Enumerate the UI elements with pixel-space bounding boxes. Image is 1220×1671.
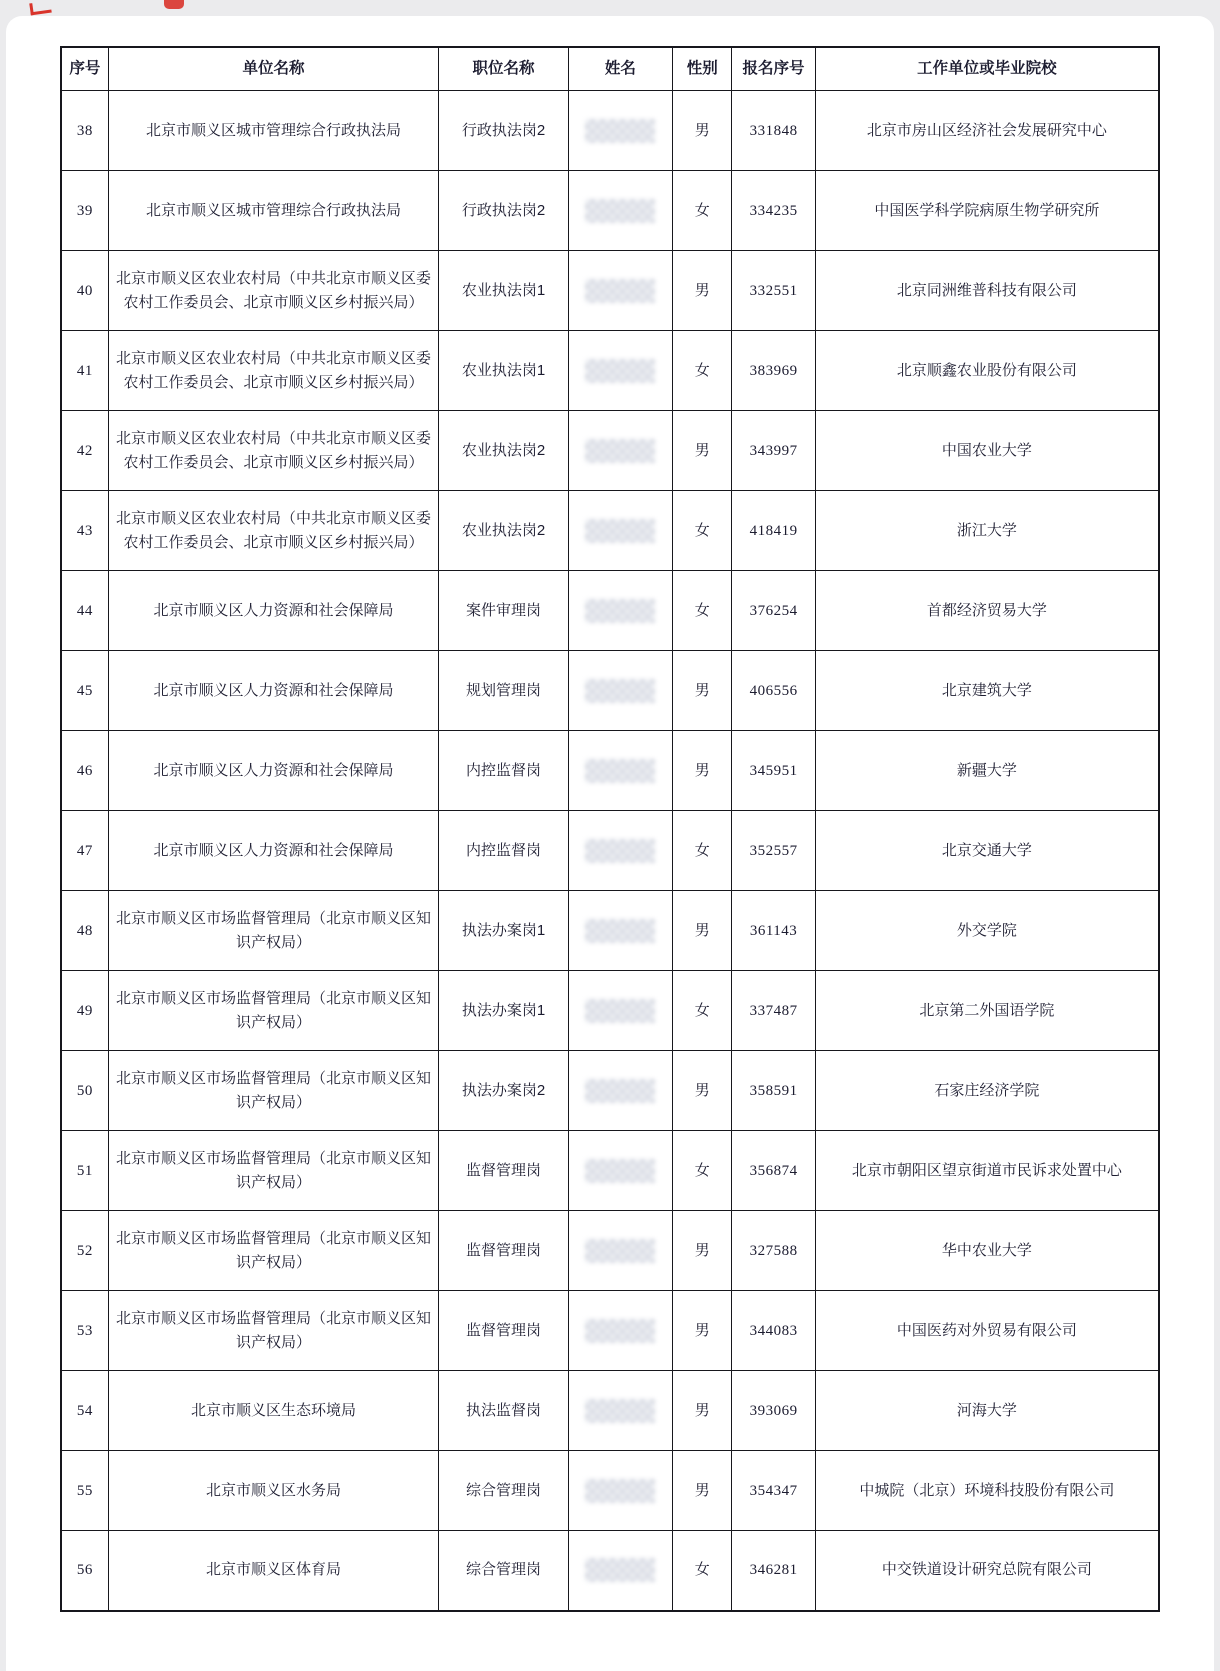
redacted-name [585, 679, 655, 703]
table-row [61, 1211, 1159, 1291]
cell-gender: 女 [673, 331, 732, 411]
cell-no: 42 [61, 411, 108, 491]
cell-name [568, 1131, 672, 1211]
redacted-name [585, 1079, 655, 1103]
redacted-name [585, 439, 655, 463]
table-row [61, 1051, 1159, 1131]
cell-unit: 北京市顺义区市场监督管理局（北京市顺义区知识产权局） [108, 891, 439, 971]
table-row [61, 491, 1159, 571]
cell-no: 39 [61, 171, 108, 251]
cell-name [568, 491, 672, 571]
table-row [61, 411, 1159, 491]
table-row [61, 971, 1159, 1051]
cell-gender: 男 [673, 91, 732, 171]
red-mark-icon [164, 0, 184, 9]
redacted-name [585, 1479, 655, 1503]
cell-org: 北京建筑大学 [815, 651, 1159, 731]
cell-org: 北京同洲维普科技有限公司 [815, 251, 1159, 331]
cell-no: 50 [61, 1051, 108, 1131]
cell-regno: 345951 [732, 731, 815, 811]
cell-name [568, 331, 672, 411]
cell-no: 43 [61, 491, 108, 571]
cell-position: 监督管理岗 [439, 1131, 569, 1211]
cell-name [568, 1451, 672, 1531]
cell-gender: 男 [673, 891, 732, 971]
cell-org: 北京市朝阳区望京街道市民诉求处置中心 [815, 1131, 1159, 1211]
cell-unit: 北京市顺义区市场监督管理局（北京市顺义区知识产权局） [108, 1131, 439, 1211]
redacted-name [585, 1159, 655, 1183]
cell-regno: 331848 [732, 91, 815, 171]
redacted-name [585, 1558, 655, 1582]
cell-no: 48 [61, 891, 108, 971]
cell-regno: 376254 [732, 571, 815, 651]
column-header: 性别 [673, 47, 732, 91]
cell-unit: 北京市顺义区市场监督管理局（北京市顺义区知识产权局） [108, 1211, 439, 1291]
cell-unit: 北京市顺义区市场监督管理局（北京市顺义区知识产权局） [108, 971, 439, 1051]
cell-position: 行政执法岗2 [439, 171, 569, 251]
cell-gender: 女 [673, 171, 732, 251]
cell-gender: 男 [673, 411, 732, 491]
redacted-name [585, 519, 655, 543]
table-row [61, 731, 1159, 811]
cell-org: 河海大学 [815, 1371, 1159, 1451]
cell-unit: 北京市顺义区人力资源和社会保障局 [108, 811, 439, 891]
redacted-name [585, 999, 655, 1023]
cell-unit: 北京市顺义区城市管理综合行政执法局 [108, 171, 439, 251]
cell-regno: 393069 [732, 1371, 815, 1451]
cell-regno: 346281 [732, 1531, 815, 1611]
cell-regno: 354347 [732, 1451, 815, 1531]
cell-unit: 北京市顺义区农业农村局（中共北京市顺义区委农村工作委员会、北京市顺义区乡村振兴局） [108, 411, 439, 491]
redacted-name [585, 279, 655, 303]
table-header-row [61, 47, 1159, 91]
cell-name [568, 91, 672, 171]
cell-name [568, 1211, 672, 1291]
cell-org: 中国医学科学院病原生物学研究所 [815, 171, 1159, 251]
cell-name [568, 1531, 672, 1611]
cell-gender: 女 [673, 971, 732, 1051]
column-header: 报名序号 [732, 47, 815, 91]
cell-unit: 北京市顺义区市场监督管理局（北京市顺义区知识产权局） [108, 1051, 439, 1131]
redacted-name [585, 199, 655, 223]
column-header: 序号 [61, 47, 108, 91]
cell-name [568, 171, 672, 251]
cell-unit: 北京市顺义区体育局 [108, 1531, 439, 1611]
cell-regno: 383969 [732, 331, 815, 411]
cell-name [568, 651, 672, 731]
cell-position: 规划管理岗 [439, 651, 569, 731]
cell-name [568, 571, 672, 651]
table-row [61, 571, 1159, 651]
cell-no: 45 [61, 651, 108, 731]
cell-position: 农业执法岗2 [439, 491, 569, 571]
cell-position: 农业执法岗1 [439, 251, 569, 331]
cell-no: 49 [61, 971, 108, 1051]
cell-org: 中交铁道设计研究总院有限公司 [815, 1531, 1159, 1611]
redacted-name [585, 839, 655, 863]
cell-gender: 男 [673, 1371, 732, 1451]
cell-regno: 361143 [732, 891, 815, 971]
table-row [61, 811, 1159, 891]
cell-unit: 北京市顺义区农业农村局（中共北京市顺义区委农村工作委员会、北京市顺义区乡村振兴局） [108, 251, 439, 331]
cell-name [568, 1291, 672, 1371]
cell-name [568, 1051, 672, 1131]
cell-name [568, 251, 672, 331]
cell-position: 执法办案岗1 [439, 891, 569, 971]
cell-gender: 男 [673, 1291, 732, 1371]
roster-table [60, 46, 1160, 1612]
cell-regno: 352557 [732, 811, 815, 891]
cell-gender: 男 [673, 1051, 732, 1131]
redacted-name [585, 919, 655, 943]
redacted-name [585, 759, 655, 783]
table-row [61, 1131, 1159, 1211]
cell-regno: 334235 [732, 171, 815, 251]
cell-no: 52 [61, 1211, 108, 1291]
cell-name [568, 731, 672, 811]
cell-name [568, 891, 672, 971]
cell-regno: 337487 [732, 971, 815, 1051]
cell-unit: 北京市顺义区农业农村局（中共北京市顺义区委农村工作委员会、北京市顺义区乡村振兴局） [108, 491, 439, 571]
cell-org: 新疆大学 [815, 731, 1159, 811]
cell-regno: 358591 [732, 1051, 815, 1131]
document-sheet [6, 16, 1214, 1671]
cell-regno: 344083 [732, 1291, 815, 1371]
cell-regno: 356874 [732, 1131, 815, 1211]
cell-position: 监督管理岗 [439, 1291, 569, 1371]
cell-gender: 女 [673, 1131, 732, 1211]
cell-regno: 332551 [732, 251, 815, 331]
cell-unit: 北京市顺义区生态环境局 [108, 1371, 439, 1451]
cell-gender: 女 [673, 491, 732, 571]
table-row [61, 651, 1159, 731]
redacted-name [585, 1399, 655, 1423]
cell-position: 执法办案岗2 [439, 1051, 569, 1131]
cell-name [568, 1371, 672, 1451]
table-row [61, 1531, 1159, 1611]
red-mark-icon [29, 1, 51, 16]
cell-unit: 北京市顺义区人力资源和社会保障局 [108, 651, 439, 731]
cell-org: 北京交通大学 [815, 811, 1159, 891]
cell-position: 内控监督岗 [439, 731, 569, 811]
cell-no: 54 [61, 1371, 108, 1451]
cell-gender: 男 [673, 651, 732, 731]
cell-gender: 男 [673, 1451, 732, 1531]
cell-position: 案件审理岗 [439, 571, 569, 651]
column-header: 单位名称 [108, 47, 439, 91]
cell-org: 北京顺鑫农业股份有限公司 [815, 331, 1159, 411]
table-body [61, 91, 1159, 1611]
table-row [61, 891, 1159, 971]
cell-position: 监督管理岗 [439, 1211, 569, 1291]
cell-gender: 男 [673, 731, 732, 811]
cell-gender: 女 [673, 571, 732, 651]
column-header: 工作单位或毕业院校 [815, 47, 1159, 91]
cell-position: 综合管理岗 [439, 1531, 569, 1611]
cell-no: 51 [61, 1131, 108, 1211]
table-row [61, 1451, 1159, 1531]
cell-regno: 343997 [732, 411, 815, 491]
cell-gender: 女 [673, 811, 732, 891]
cell-no: 38 [61, 91, 108, 171]
cell-no: 53 [61, 1291, 108, 1371]
cell-org: 北京第二外国语学院 [815, 971, 1159, 1051]
cell-regno: 406556 [732, 651, 815, 731]
cell-regno: 418419 [732, 491, 815, 571]
table-row [61, 251, 1159, 331]
cell-position: 执法办案岗1 [439, 971, 569, 1051]
table-row [61, 331, 1159, 411]
cell-org: 华中农业大学 [815, 1211, 1159, 1291]
cell-unit: 北京市顺义区市场监督管理局（北京市顺义区知识产权局） [108, 1291, 439, 1371]
redacted-name [585, 1239, 655, 1263]
cell-name [568, 971, 672, 1051]
table-row [61, 171, 1159, 251]
redacted-name [585, 359, 655, 383]
cell-org: 中城院（北京）环境科技股份有限公司 [815, 1451, 1159, 1531]
cell-no: 55 [61, 1451, 108, 1531]
cell-gender: 女 [673, 1531, 732, 1611]
cell-gender: 男 [673, 1211, 732, 1291]
cell-name [568, 811, 672, 891]
cell-no: 47 [61, 811, 108, 891]
cell-name [568, 411, 672, 491]
cell-unit: 北京市顺义区人力资源和社会保障局 [108, 571, 439, 651]
redacted-name [585, 1319, 655, 1343]
cell-position: 执法监督岗 [439, 1371, 569, 1451]
cell-position: 行政执法岗2 [439, 91, 569, 171]
redacted-name [585, 119, 655, 143]
cell-org: 首都经济贸易大学 [815, 571, 1159, 651]
cell-org: 石家庄经济学院 [815, 1051, 1159, 1131]
cell-org: 北京市房山区经济社会发展研究中心 [815, 91, 1159, 171]
cell-org: 中国农业大学 [815, 411, 1159, 491]
cell-position: 农业执法岗2 [439, 411, 569, 491]
cell-regno: 327588 [732, 1211, 815, 1291]
column-header: 职位名称 [439, 47, 569, 91]
redacted-name [585, 599, 655, 623]
cell-no: 41 [61, 331, 108, 411]
cell-no: 40 [61, 251, 108, 331]
cell-unit: 北京市顺义区水务局 [108, 1451, 439, 1531]
cell-position: 综合管理岗 [439, 1451, 569, 1531]
table-row [61, 91, 1159, 171]
cell-unit: 北京市顺义区人力资源和社会保障局 [108, 731, 439, 811]
column-header: 姓名 [568, 47, 672, 91]
cell-position: 农业执法岗1 [439, 331, 569, 411]
cell-no: 46 [61, 731, 108, 811]
cell-org: 中国医药对外贸易有限公司 [815, 1291, 1159, 1371]
cell-unit: 北京市顺义区农业农村局（中共北京市顺义区委农村工作委员会、北京市顺义区乡村振兴局） [108, 331, 439, 411]
cell-unit: 北京市顺义区城市管理综合行政执法局 [108, 91, 439, 171]
cell-gender: 男 [673, 251, 732, 331]
table-row [61, 1371, 1159, 1451]
cell-no: 56 [61, 1531, 108, 1611]
cell-position: 内控监督岗 [439, 811, 569, 891]
cell-org: 外交学院 [815, 891, 1159, 971]
table-row [61, 1291, 1159, 1371]
cell-org: 浙江大学 [815, 491, 1159, 571]
cell-no: 44 [61, 571, 108, 651]
